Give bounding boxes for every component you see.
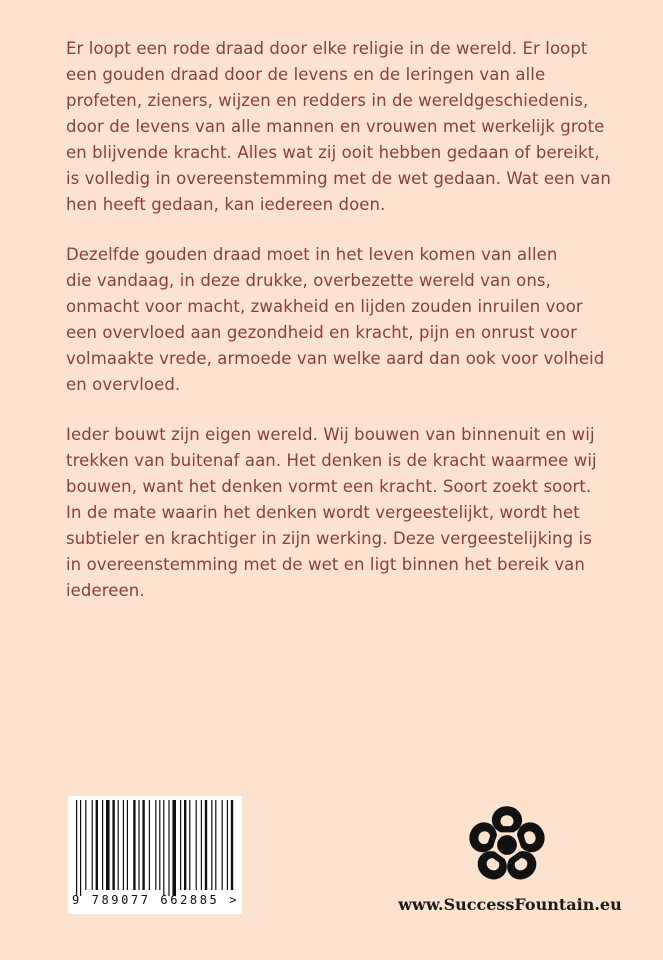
paragraph-2 <box>66 242 626 398</box>
barcode-bar <box>106 800 110 890</box>
text-line: en blijvende kracht. Alles wat zij ooit hebben gedaan of bereikt, <box>66 143 600 162</box>
text-line: Dezelfde gouden draad moet in het leven komen van allen <box>66 245 558 264</box>
barcode-bar <box>215 800 216 890</box>
text-line: In de mate waarin het denken wordt vergeestelijkt, wordt het <box>66 503 580 522</box>
barcode-bar <box>211 800 212 890</box>
barcode-bar <box>168 800 169 896</box>
barcode-bar <box>118 800 119 890</box>
text-line: een gouden draad door de levens en de leringen van alle <box>66 65 546 84</box>
barcode-bar <box>231 800 233 890</box>
text-line: bouwen, want het denken vormt een kracht. Soort zoekt soort. <box>66 477 592 496</box>
barcode-bar <box>149 800 150 890</box>
barcode-bar <box>189 800 190 890</box>
text-line: iedereen. <box>66 581 145 600</box>
barcode-bar <box>180 800 181 890</box>
barcode-digits: 9 789077 662885 > <box>72 893 240 907</box>
text-line: Er loopt een rode draad door elke religie in de wereld. Er loopt <box>66 39 588 58</box>
barcode-bar <box>163 800 164 896</box>
barcode-bar <box>112 800 114 890</box>
barcode-bar <box>127 800 128 890</box>
barcode-bar <box>222 800 223 890</box>
barcode-bar <box>184 800 186 890</box>
barcode-bar <box>205 800 207 890</box>
barcode-bar <box>155 800 156 890</box>
barcode-bar <box>142 800 144 890</box>
barcode-bar <box>159 800 160 890</box>
text-line: onmacht voor macht, zwakheid en lijden zouden inruilen voor <box>66 297 583 316</box>
barcode-bar <box>138 800 139 890</box>
barcode-bar <box>123 800 124 890</box>
text-line: die vandaag, in deze drukke, overbezette wereld van ons, <box>66 271 551 290</box>
barcode-bar <box>92 800 93 890</box>
barcode-bars <box>68 796 242 896</box>
barcode-bar <box>201 800 202 890</box>
flower-logo-icon <box>462 800 552 890</box>
barcode-bar <box>196 800 197 890</box>
barcode-bar <box>96 800 98 890</box>
text-line: volmaakte vrede, armoede van welke aard dan ook voor volheid <box>66 349 605 368</box>
website-url: www.SuccessFountain.eu <box>398 895 622 914</box>
paragraph-3 <box>66 422 626 604</box>
barcode-bar <box>85 800 86 890</box>
barcode-bar <box>80 800 81 896</box>
text-line: een overvloed aan gezondheid en kracht, pijn en onrust voor <box>66 323 577 342</box>
text-line: Ieder bouwt zijn eigen wereld. Wij bouwen van binnenuit en wij <box>66 425 595 444</box>
text-line: trekken van buitenaf aan. Het denken is de kracht waarmee wij <box>66 451 597 470</box>
barcode-bar <box>172 800 176 896</box>
text-line: in overeenstemming met de wet en ligt binnen het bereik van <box>66 555 585 574</box>
text-line: hen heeft gedaan, kan iedereen doen. <box>66 195 386 214</box>
back-cover-text <box>66 36 626 628</box>
barcode <box>68 796 242 914</box>
text-line: is volledig in overeenstemming met de wet gedaan. Wat een van <box>66 169 611 188</box>
barcode-bar <box>76 800 77 896</box>
text-line: subtieler en krachtiger in zijn werking. Deze vergeestelijking is <box>66 529 592 548</box>
barcode-bar <box>102 800 103 890</box>
barcode-bar <box>227 800 228 890</box>
text-line: en overvloed. <box>66 375 181 394</box>
barcode-bar <box>133 800 135 890</box>
text-line: profeten, zieners, wijzen en redders in de wereldgeschiedenis, <box>66 91 589 110</box>
paragraph-1 <box>66 36 626 218</box>
text-line: door de levens van alle mannen en vrouwen met werkelijk grote <box>66 117 605 136</box>
